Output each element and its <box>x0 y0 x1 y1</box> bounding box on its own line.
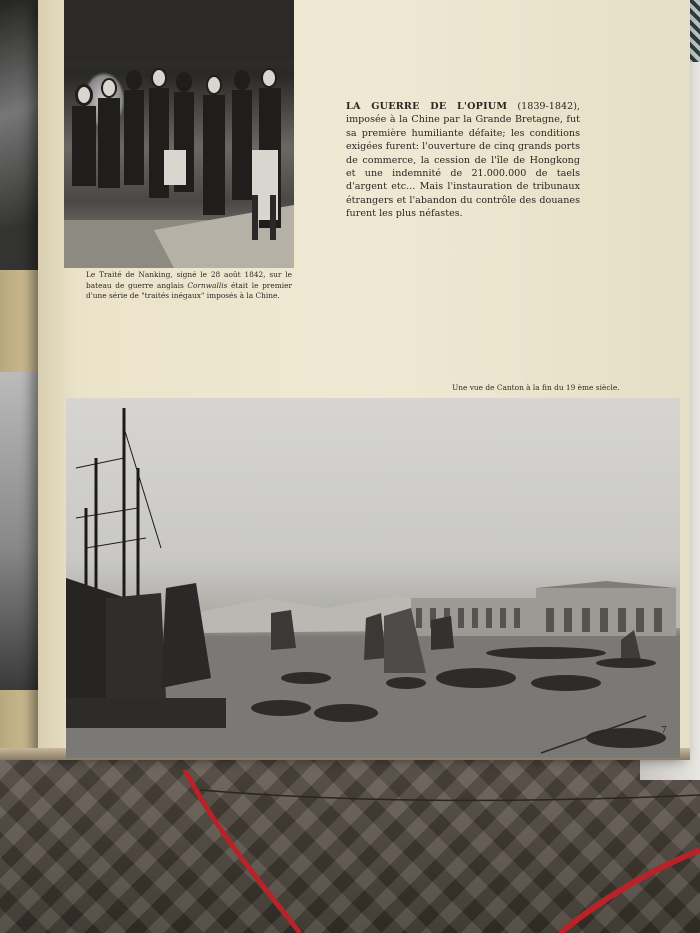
page-number: 7 <box>661 726 667 736</box>
caption-line-1: Le Traité de Nanking, signé le 28 août 1842, sur le <box>86 270 292 279</box>
caption-line-2-suffix: était le premier <box>227 280 292 290</box>
fabric-background <box>0 760 700 933</box>
paragraph-body: imposée à la Chine par la Grande Bretagne, fut sa première humiliante défaite; les conditions exigées furent: l'ouverture de cinq grands ports de commerce, la cession de l'île de Hongkong et une indemnité de 21.000.000 de taels d'argent etc... Mais l'instauration de tribunaux étrangers et l'abandon du contrôle des douanes furent les plus néfastes. <box>346 114 580 220</box>
caption-line-2-prefix: bateau de guerre anglais <box>86 280 188 290</box>
paragraph-years: (1839-1842), <box>507 101 580 112</box>
treaty-of-nanking-photo <box>64 0 294 268</box>
ship-name: Cornwallis <box>187 280 228 290</box>
canton-photo-caption: Une vue de Canton à la fin du 19 ème siècle. <box>452 383 620 392</box>
caption-line-3: d'une série de "traités inégaux" imposés à la Chine. <box>86 291 280 301</box>
paragraph-heading: LA GUERRE DE L'OPIUM <box>346 101 508 112</box>
opium-war-paragraph <box>346 100 580 221</box>
canton-harbour-photo <box>66 398 680 758</box>
treaty-photo-caption <box>86 270 292 302</box>
